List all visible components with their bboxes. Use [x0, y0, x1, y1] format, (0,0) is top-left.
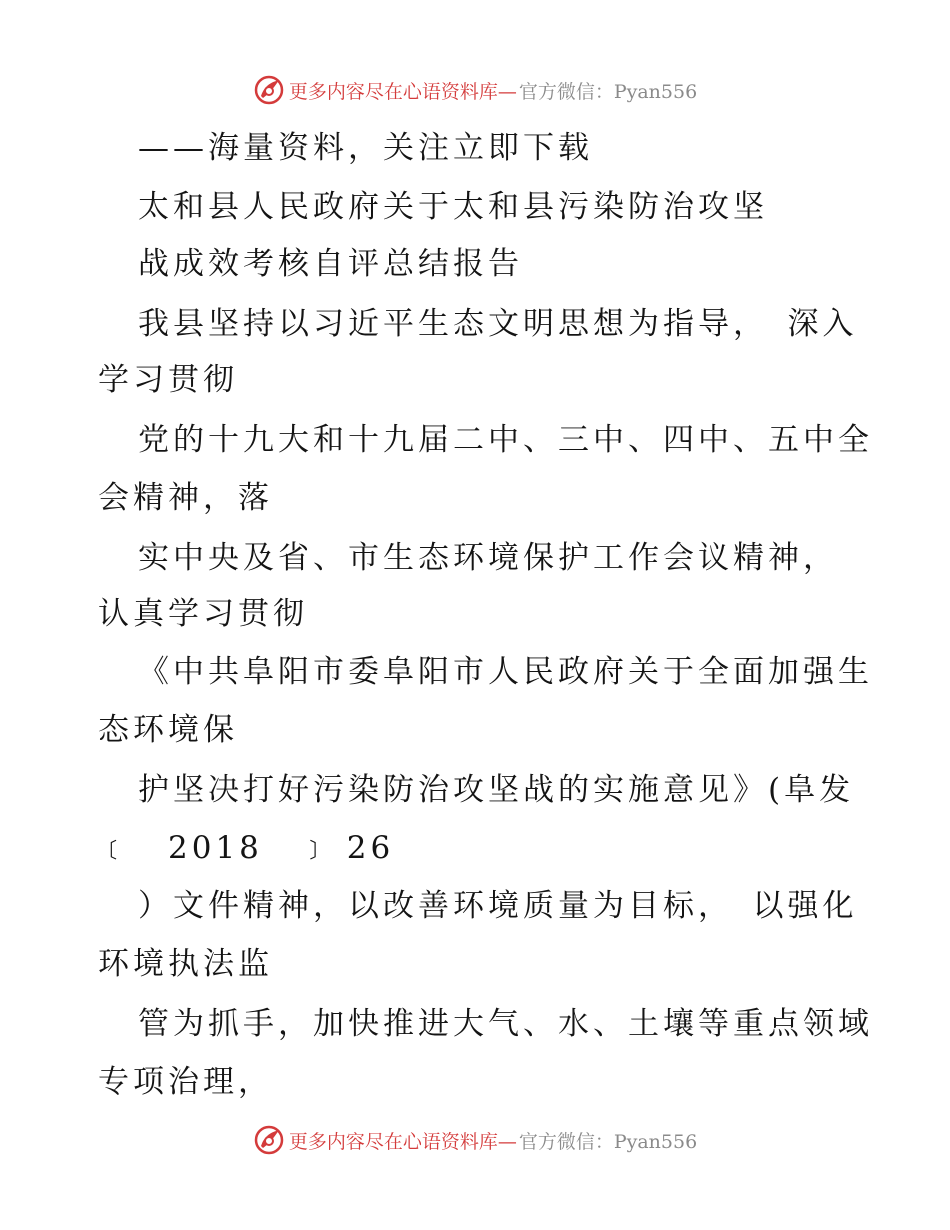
doc-line-1: ——海量资料，关注立即下载 [138, 130, 593, 166]
banner-wechat: 官方微信：Pyan556 [518, 1130, 698, 1153]
footer-banner [0, 1120, 950, 1160]
doc-line-13: ﹝ 2018 ﹞ 26 [98, 830, 395, 866]
doc-line-15: 环境执法监 [98, 946, 273, 982]
doc-line-10: 《中共阜阳市委阜阳市人民政府关于全面加强生 [138, 654, 873, 690]
doc-title-line-2: 战成效考核自评总结报告 [138, 246, 523, 282]
header-banner [0, 70, 950, 110]
doc-line-9: 认真学习贯彻 [98, 596, 308, 632]
banner-title: 更多内容尽在心语资料库— [288, 1130, 517, 1153]
doc-line-14: ）文件精神，以改善环境质量为目标， 以强化 [138, 888, 858, 924]
doc-line-17: 专项治理， [98, 1064, 273, 1100]
doc-line-11: 态环境保 [98, 712, 238, 748]
doc-line-8: 实中央及省、市生态环境保护工作会议精神， [138, 540, 838, 576]
doc-line-5: 学习贯彻 [98, 362, 238, 398]
doc-line-16: 管为抓手，加快推进大气、水、土壤等重点领域 [138, 1006, 873, 1042]
brand-logo-icon [253, 1124, 285, 1156]
banner-wechat: 官方微信：Pyan556 [518, 80, 698, 103]
doc-line-7: 会精神，落 [98, 480, 273, 516]
brand-logo-icon [253, 74, 285, 106]
banner-title: 更多内容尽在心语资料库— [288, 80, 517, 103]
doc-line-6: 党的十九大和十九届二中、三中、四中、五中全 [138, 422, 873, 458]
doc-title-line-1: 太和县人民政府关于太和县污染防治攻坚 [138, 189, 768, 225]
doc-line-12: 护坚决打好污染防治攻坚战的实施意见》(阜发 [138, 772, 855, 808]
doc-line-4: 我县坚持以习近平生态文明思想为指导， 深入 [138, 306, 858, 342]
